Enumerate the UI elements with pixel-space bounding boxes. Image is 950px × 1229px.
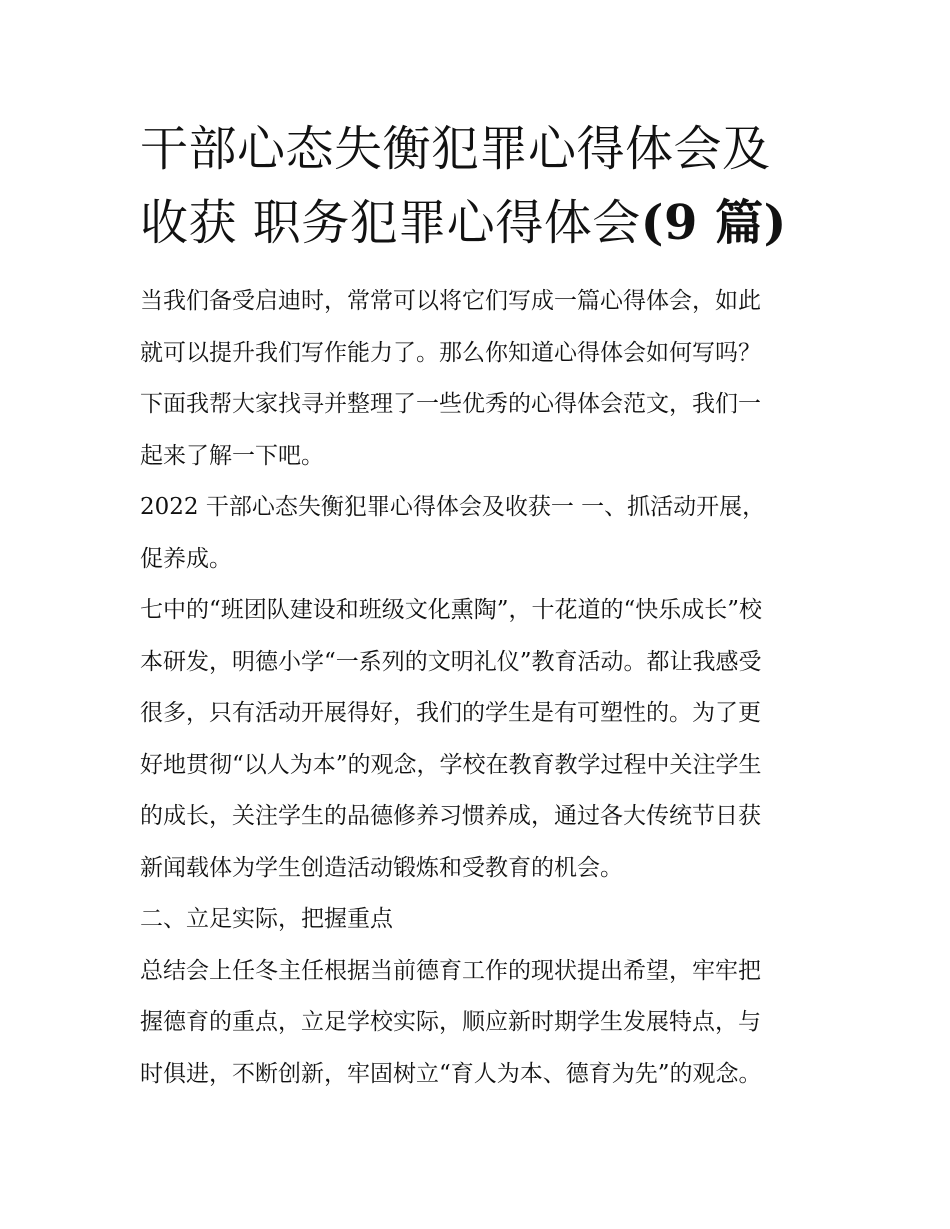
body-line: 时俱进，不断创新，牢固树立“育人为本、德育为先”的观念。 — [140, 1060, 762, 1087]
body-line: 好地贯彻“以人为本”的观念，学校在教育教学过程中关注学生 — [140, 751, 762, 778]
body-line: 的成长，关注学生的品德修养习惯养成，通过各大传统节日获 — [140, 803, 761, 829]
body-line: 二、立足实际，把握重点 — [140, 906, 393, 932]
body-line: 2022 干部心态失衡犯罪心得体会及收获一 一、抓活动开展， — [140, 494, 766, 520]
body-line: 很多，只有活动开展得好，我们的学生是有可塑性的。为了更 — [140, 700, 761, 726]
body-line: 握德育的重点，立足学校实际，顺应新时期学生发展特点，与 — [140, 1009, 761, 1035]
title-line-2-count: (9 篇) — [640, 195, 787, 251]
body-line: 促养成。 — [140, 545, 232, 572]
body-line: 下面我帮大家找寻并整理了一些优秀的心得体会范文，我们一 — [140, 391, 761, 417]
title-line-1: 干部心态失衡犯罪心得体会及 — [140, 121, 771, 177]
body-line: 起来了解一下吧。 — [140, 442, 324, 469]
body-line: 本研发，明德小学“一系列的文明礼仪”教育活动。都让我感受 — [140, 648, 762, 675]
title-line-2 — [140, 186, 820, 260]
title-line-2-text: 收获 职务犯罪心得体会 — [140, 195, 641, 251]
body-line: 七中的“班团队建设和班级文化熏陶”，十花道的“快乐成长”校 — [140, 597, 763, 623]
body-line: 新闻载体为学生创造活动锻炼和受教育的机会。 — [140, 854, 623, 881]
body-line: 当我们备受启迪时，常常可以将它们写成一篇心得体会，如此 — [140, 288, 761, 314]
document-title — [140, 112, 820, 260]
document-body — [140, 276, 820, 1100]
body-line: 总结会上任冬主任根据当前德育工作的现状提出希望，牢牢把 — [140, 957, 761, 984]
body-line: 就可以提升我们写作能力了。那么你知道心得体会如何写吗？ — [140, 339, 761, 366]
